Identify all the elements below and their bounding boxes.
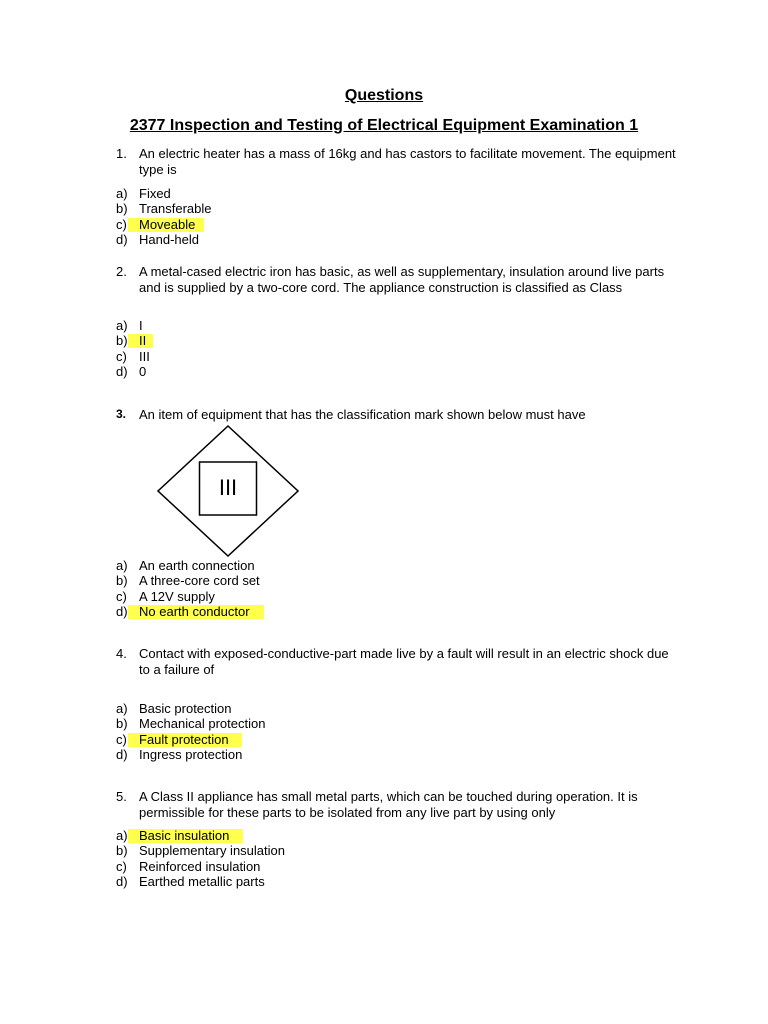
option-1d [116, 232, 676, 247]
option-5d [116, 874, 676, 889]
option-2c [116, 349, 676, 364]
option-3c [116, 589, 676, 604]
option-letter: d) [116, 747, 128, 763]
option-4c [116, 732, 676, 747]
question-5 [116, 789, 676, 820]
options-4 [116, 701, 676, 763]
option-3d [116, 604, 676, 619]
page-title: Questions [344, 87, 424, 104]
option-letter: c) [116, 731, 127, 747]
options-5 [116, 828, 676, 890]
question-4 [116, 646, 676, 677]
option-text: Basic protection [139, 701, 232, 716]
option-letter: a) [116, 186, 128, 201]
class-mark-label: III [218, 475, 238, 500]
option-text: I [139, 318, 143, 333]
option-letter: b) [116, 201, 128, 217]
option-text: Moveable [139, 216, 196, 232]
options-3 [116, 558, 676, 620]
option-1c [116, 217, 676, 232]
question-text: Contact with exposed-conductive-part made live by a fault will result in an electric shock due to a failure of [139, 646, 669, 677]
option-letter: c) [116, 588, 127, 604]
option-2a [116, 318, 676, 333]
option-text: Hand-held [139, 232, 199, 248]
option-text: Earthed metallic parts [139, 874, 265, 890]
option-letter: b) [116, 333, 128, 349]
option-text: Reinforced insulation [139, 858, 261, 874]
option-letter: b) [116, 843, 128, 859]
option-4a [116, 701, 676, 716]
option-letter: d) [116, 232, 128, 248]
question-3 [116, 407, 676, 423]
option-5b [116, 843, 676, 858]
option-letter: a) [116, 828, 128, 843]
option-text: Fault protection [139, 731, 229, 747]
option-text: Supplementary insulation [139, 843, 285, 859]
option-text: No earth conductor [139, 604, 250, 620]
class-iii-mark-icon [157, 425, 299, 557]
option-text: III [139, 348, 150, 364]
option-text: Basic insulation [139, 828, 230, 843]
option-letter: a) [116, 318, 128, 333]
option-2b [116, 333, 676, 348]
option-text: Ingress protection [139, 747, 243, 763]
option-2d [116, 364, 676, 379]
question-1 [116, 146, 676, 177]
option-letter: d) [116, 364, 128, 380]
question-number: 2. [116, 264, 127, 279]
option-letter: d) [116, 604, 128, 620]
option-text: II [139, 333, 147, 349]
question-number: 1. [116, 146, 127, 161]
option-text: An earth connection [139, 558, 255, 573]
option-letter: d) [116, 874, 128, 890]
option-text: Fixed [139, 186, 171, 201]
option-3b [116, 573, 676, 588]
option-letter: c) [116, 858, 127, 874]
option-text: Mechanical protection [139, 716, 266, 732]
option-1b [116, 201, 676, 216]
question-number: 5. [116, 789, 127, 804]
option-text: Transferable [139, 201, 212, 217]
question-2 [116, 264, 676, 295]
option-letter: c) [116, 348, 127, 364]
option-text: A three-core cord set [139, 573, 260, 589]
option-letter: b) [116, 716, 128, 732]
option-1a [116, 186, 676, 201]
options-1 [116, 186, 676, 248]
option-letter: a) [116, 558, 128, 573]
option-text: 0 [139, 364, 147, 380]
question-text: An item of equipment that has the classification mark shown below must have [139, 407, 586, 422]
question-text: A Class II appliance has small metal parts, which can be touched during operation. It is permissible for these parts to be isolated from any live part by using only [139, 789, 638, 820]
option-letter: a) [116, 701, 128, 716]
page-subtitle: 2377 Inspection and Testing of Electrical Equipment Examination 1 [129, 117, 639, 134]
options-2 [116, 318, 676, 380]
option-3a [116, 558, 676, 573]
option-4d [116, 747, 676, 762]
question-text: An electric heater has a mass of 16kg and has castors to facilitate movement. The equipment type is [139, 146, 676, 177]
question-text: A metal-cased electric iron has basic, as well as supplementary, insulation around live parts and is supplied by a two-core cord. The appliance construction is classified as Class [139, 264, 665, 295]
option-4b [116, 716, 676, 731]
question-number: 4. [116, 646, 127, 661]
option-5a [116, 828, 676, 843]
option-letter: b) [116, 573, 128, 589]
option-5c [116, 859, 676, 874]
question-number: 3. [116, 407, 127, 421]
option-text: A 12V supply [139, 588, 215, 604]
option-letter: c) [116, 216, 127, 232]
